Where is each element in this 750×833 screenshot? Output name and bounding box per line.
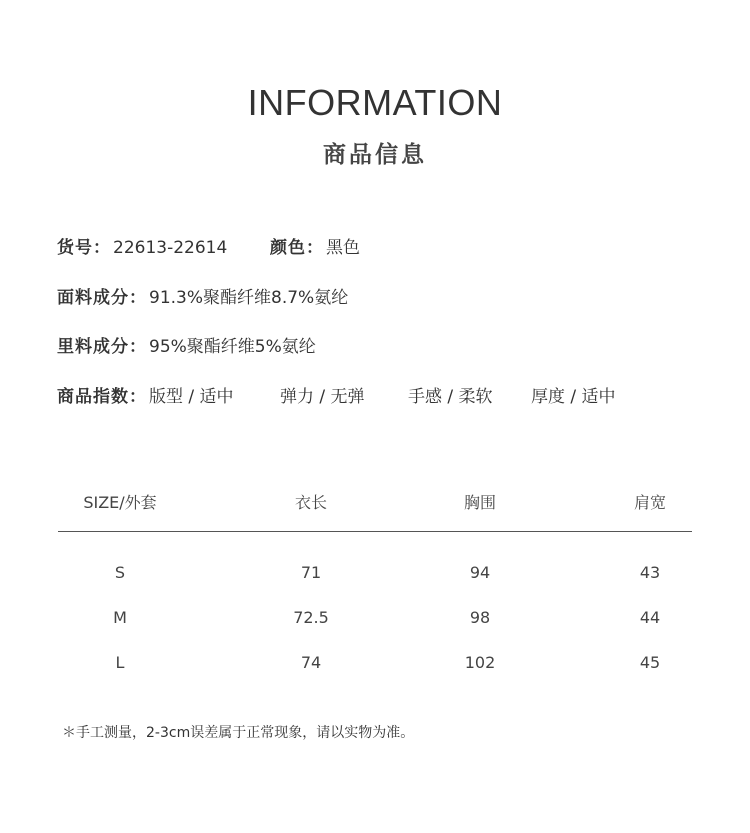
index-feel: 手感 / 柔软 bbox=[408, 387, 493, 407]
table-cell: 45 bbox=[639, 653, 661, 672]
info-row-item-color bbox=[57, 236, 360, 260]
table-cell: 74 bbox=[300, 653, 322, 672]
index-label: 商品指数： bbox=[57, 387, 147, 407]
table-cell: S bbox=[114, 563, 126, 582]
info-row-fabric bbox=[57, 286, 348, 310]
color-label: 颜色： bbox=[270, 238, 324, 258]
table-divider bbox=[58, 531, 692, 532]
info-row-index bbox=[57, 385, 616, 409]
table-cell: 44 bbox=[639, 608, 661, 627]
index-fit: 版型 / 适中 bbox=[149, 387, 234, 407]
table-cell: 102 bbox=[464, 653, 496, 672]
color-value: 黑色 bbox=[326, 238, 360, 258]
table-header-shoulder: 肩宽 bbox=[633, 493, 667, 512]
table-cell: M bbox=[113, 608, 127, 627]
page-subtitle: 商品信息 bbox=[323, 142, 427, 168]
table-cell: L bbox=[115, 653, 125, 672]
table-header-chest: 胸围 bbox=[463, 493, 497, 512]
table-header-length: 衣长 bbox=[294, 493, 328, 512]
fabric-label: 面料成分： bbox=[57, 288, 147, 308]
lining-value: 95%聚酯纤维5%氨纶 bbox=[149, 337, 316, 357]
index-thickness: 厚度 / 适中 bbox=[531, 387, 616, 407]
table-header-size: SIZE/外套 bbox=[83, 493, 157, 512]
info-row-lining bbox=[57, 335, 316, 359]
item-no-label: 货号： bbox=[57, 238, 111, 258]
table-cell: 43 bbox=[639, 563, 661, 582]
lining-label: 里料成分： bbox=[57, 337, 147, 357]
index-stretch: 弹力 / 无弹 bbox=[280, 387, 365, 407]
page-title: INFORMATION bbox=[247, 82, 503, 123]
item-no-value: 22613-22614 bbox=[113, 238, 228, 258]
fabric-value: 91.3%聚酯纤维8.7%氨纶 bbox=[149, 288, 349, 308]
table-cell: 71 bbox=[300, 563, 322, 582]
table-cell: 94 bbox=[469, 563, 491, 582]
table-cell: 72.5 bbox=[293, 608, 329, 627]
measurement-note: ＊手工测量，2-3cm误差属于正常现象，请以实物为准。 bbox=[62, 725, 415, 741]
table-cell: 98 bbox=[469, 608, 491, 627]
